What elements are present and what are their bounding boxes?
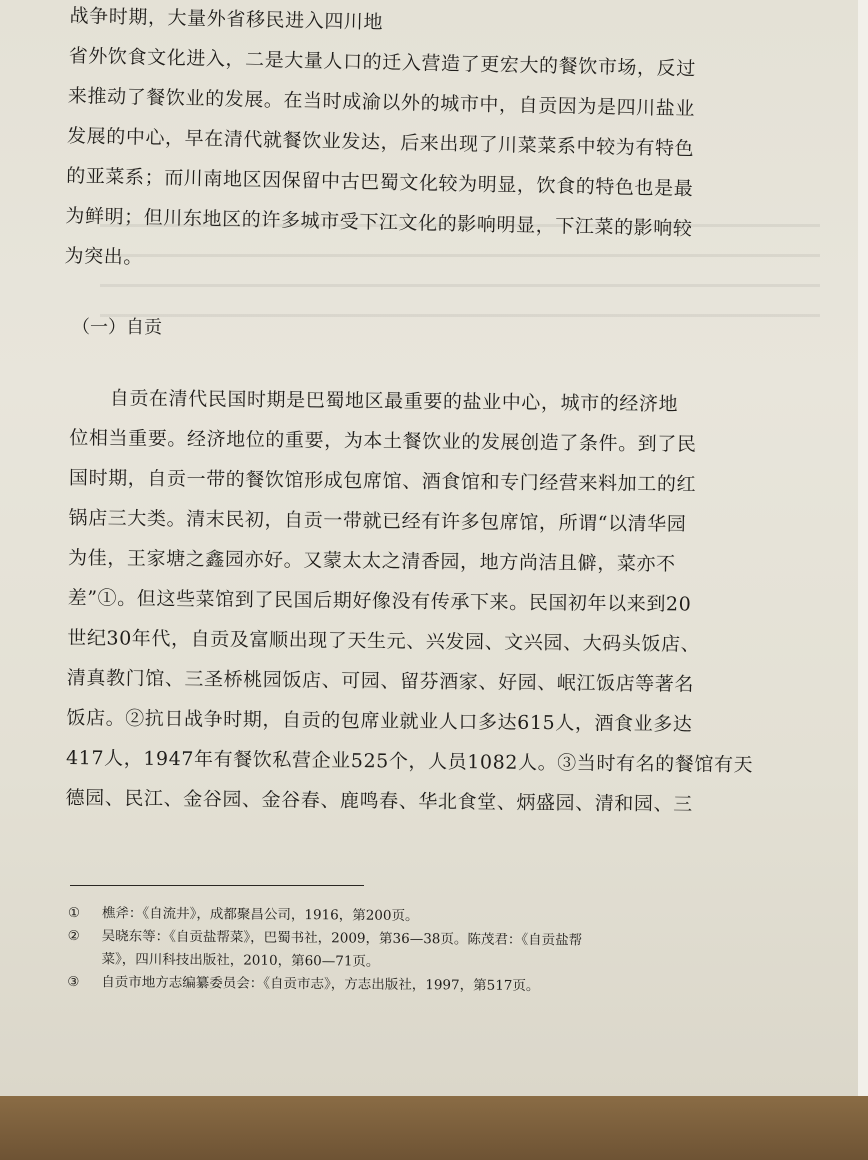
footnote-mark: ② bbox=[67, 927, 80, 945]
paragraph-line: 德园、民江、金谷园、金谷春、鹿鸣春、华北食堂、炳盛园、清和园、三 bbox=[65, 786, 693, 816]
table-surface bbox=[0, 1096, 868, 1160]
page-edge bbox=[858, 0, 868, 1096]
paragraph-line: 饭店。②抗日战争时期，自贡的包席业就业人口多达615人，酒食业多达 bbox=[66, 706, 693, 736]
paragraph-line: 417人，1947年有餐饮私营企业525个，人员1082人。③当时有名的餐馆有天 bbox=[65, 746, 754, 777]
paragraph-line: 为鲜明；但川东地区的许多城市受下江文化的影响明显，下江菜的影响较 bbox=[65, 204, 693, 241]
main-paragraph bbox=[65, 378, 794, 826]
footnote-text: 菜》，四川科技出版社，2010，第60—71页。 bbox=[101, 951, 380, 970]
top-paragraph bbox=[64, 0, 794, 291]
paragraph-line: 战争时期，大量外省移民进入四川地 bbox=[69, 4, 384, 34]
footnotes bbox=[67, 902, 808, 1000]
paragraph-line: 清真教门馆、三圣桥桃园饭店、可园、留芬酒家、好园、岷江饭店等著名 bbox=[66, 666, 695, 696]
footnote-mark: ① bbox=[67, 904, 81, 922]
paragraph-line: 的亚菜系；而川南地区因保留中古巴蜀文化较为明显，饮食的特色也是最 bbox=[66, 164, 694, 201]
footnote-text: 樵斧：《自流井》，成都聚昌公司，1916，第200页。 bbox=[101, 905, 419, 925]
paragraph-line: 位相当重要。经济地位的重要，为本土餐饮业的发展创造了条件。到了民 bbox=[69, 426, 697, 456]
paragraph-line: 为突出。 bbox=[64, 244, 144, 269]
paragraph-line: 来推动了餐饮业的发展。在当时成渝以外的城市中，自贡因为是四川盐业 bbox=[67, 84, 696, 121]
paragraph-line: 世纪30年代，自贡及富顺出现了天生元、兴发园、文兴园、大码头饭店、 bbox=[67, 626, 701, 656]
paragraph-line: 自贡在清代民国时期是巴蜀地区最重要的盐业中心，城市的经济地 bbox=[109, 387, 679, 416]
footnote-divider bbox=[70, 885, 364, 886]
footnote-text: 自贡市地方志编纂委员会：《自贡市志》，方志出版社，1997，第517页。 bbox=[101, 974, 540, 995]
paragraph-line: 为佳，王家塘之鑫园亦好。又蒙太太之清香园，地方尚洁且僻，菜亦不 bbox=[67, 546, 676, 576]
paragraph-line: 发展的中心，早在清代就餐饮业发达，后来出现了川菜菜系中较为有特色 bbox=[66, 124, 695, 161]
footnote-text: 吴晓东等：《自贡盐帮菜》，巴蜀书社，2009，第36—38页。陈茂君：《自贡盐帮 bbox=[101, 928, 583, 949]
section-heading: （一）自贡 bbox=[72, 317, 162, 338]
paragraph-line: 国时期，自贡一带的餐饮馆形成包席馆、酒食馆和专门经营来料加工的红 bbox=[68, 466, 697, 496]
paragraph-line: 省外饮食文化进入，二是大量人口的迁入营造了更宏大的餐饮市场，反过 bbox=[68, 44, 697, 81]
footnote-mark bbox=[67, 948, 101, 971]
paragraph-line: 差”①。但这些菜馆到了民国后期好像没有传承下来。民国初年以来到20 bbox=[67, 586, 692, 616]
footnote-mark: ③ bbox=[67, 973, 80, 991]
paragraph-line: 锅店三大类。清末民初，自贡一带就已经有许多包席馆，所谓“以清华园 bbox=[68, 506, 687, 536]
